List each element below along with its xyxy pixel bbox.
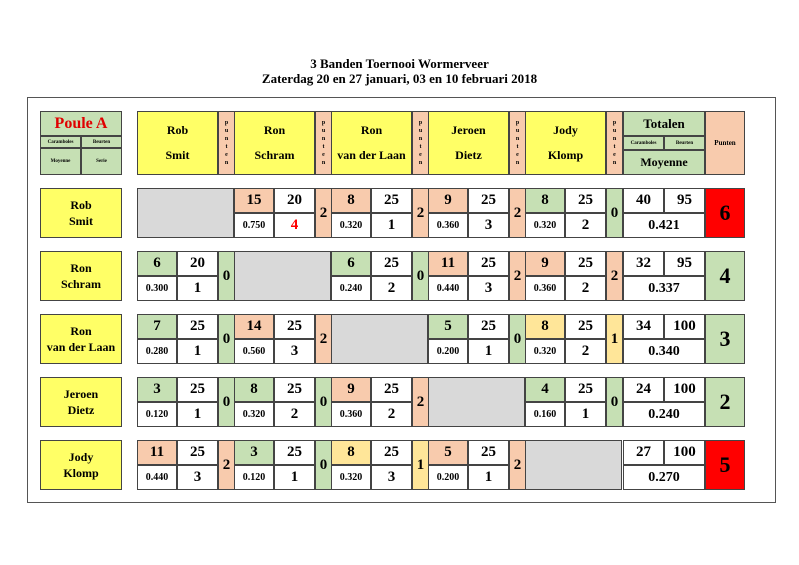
- empty-cell: [428, 377, 525, 427]
- game-punten: 0: [315, 440, 332, 490]
- game-serie: 1: [371, 213, 412, 238]
- header-punten-vertical: p u n t e n: [218, 111, 235, 175]
- game-caramboles: 9: [331, 377, 371, 402]
- game-beurten: 25: [565, 377, 606, 402]
- game-beurten: 25: [371, 377, 412, 402]
- total-moyenne: 0.421: [623, 213, 705, 238]
- total-moyenne: 0.340: [623, 339, 705, 364]
- header-caramboles: Caramboles: [623, 136, 664, 150]
- header-player-first: Jeroen: [451, 123, 486, 137]
- total-punten: 5: [705, 440, 745, 490]
- game-punten: 0: [218, 251, 235, 301]
- game-punten: 2: [218, 440, 235, 490]
- header-player-0: [137, 111, 218, 175]
- game-moyenne: 0.360: [331, 402, 371, 427]
- game-serie: 2: [371, 402, 412, 427]
- game-caramboles: 4: [525, 377, 565, 402]
- game-punten: 0: [509, 314, 526, 364]
- game-caramboles: 6: [137, 251, 177, 276]
- row-player-last: Klomp: [63, 466, 99, 480]
- game-serie: 2: [371, 276, 412, 301]
- game-moyenne: 0.440: [428, 276, 468, 301]
- row-player-name: [40, 251, 122, 301]
- total-caramboles: 40: [623, 188, 664, 213]
- game-serie: 1: [274, 465, 315, 490]
- total-beurten: 95: [664, 188, 705, 213]
- game-punten: 0: [218, 377, 235, 427]
- game-beurten: 25: [371, 440, 412, 465]
- game-moyenne: 0.320: [525, 339, 565, 364]
- game-caramboles: 11: [428, 251, 468, 276]
- game-punten: 2: [412, 377, 429, 427]
- header-player-4: [525, 111, 606, 175]
- header-player-last: van der Laan: [337, 148, 406, 162]
- header-punten-vertical: p u n t e n: [509, 111, 526, 175]
- game-punten: 0: [412, 251, 429, 301]
- game-beurten: 25: [274, 314, 315, 339]
- total-caramboles: 27: [623, 440, 664, 465]
- game-caramboles: 8: [331, 188, 371, 213]
- row-player-first: Jody: [68, 450, 94, 464]
- row-player-last: Dietz: [67, 403, 95, 417]
- game-beurten: 25: [371, 188, 412, 213]
- legend-moyenne: Moyenne: [40, 148, 81, 175]
- game-caramboles: 15: [234, 188, 274, 213]
- game-punten: 1: [412, 440, 429, 490]
- header-player-last: Smit: [165, 148, 190, 162]
- game-serie: 3: [274, 339, 315, 364]
- game-caramboles: 11: [137, 440, 177, 465]
- game-moyenne: 0.320: [331, 465, 371, 490]
- game-serie: 1: [565, 402, 606, 427]
- game-moyenne: 0.360: [525, 276, 565, 301]
- game-moyenne: 0.440: [137, 465, 177, 490]
- game-caramboles: 8: [234, 377, 274, 402]
- total-caramboles: 32: [623, 251, 664, 276]
- game-serie: 2: [565, 339, 606, 364]
- game-caramboles: 5: [428, 440, 468, 465]
- game-serie: 3: [468, 213, 509, 238]
- game-beurten: 25: [274, 377, 315, 402]
- game-beurten: 25: [565, 314, 606, 339]
- row-player-first: Jeroen: [63, 387, 99, 401]
- total-moyenne: 0.270: [623, 465, 705, 490]
- empty-cell: [137, 188, 234, 238]
- game-serie: 2: [565, 276, 606, 301]
- game-serie: 3: [177, 465, 218, 490]
- game-moyenne: 0.300: [137, 276, 177, 301]
- game-moyenne: 0.320: [331, 213, 371, 238]
- legend-caramboles: Caramboles: [40, 136, 81, 148]
- empty-cell: [234, 251, 331, 301]
- poule-label: Poule A: [40, 111, 122, 136]
- game-beurten: 25: [468, 188, 509, 213]
- game-punten: 2: [315, 188, 332, 238]
- game-punten: 0: [218, 314, 235, 364]
- game-punten: 2: [509, 440, 526, 490]
- game-serie: 1: [468, 465, 509, 490]
- game-punten: 0: [606, 188, 623, 238]
- row-player-first: Rob: [70, 198, 92, 212]
- game-caramboles: 8: [331, 440, 371, 465]
- game-moyenne: 0.200: [428, 465, 468, 490]
- game-moyenne: 0.360: [428, 213, 468, 238]
- row-player-last: van der Laan: [46, 340, 116, 354]
- row-player-last: Smit: [69, 214, 93, 228]
- total-caramboles: 24: [623, 377, 664, 402]
- game-punten: 0: [606, 377, 623, 427]
- game-caramboles: 6: [331, 251, 371, 276]
- game-moyenne: 0.280: [137, 339, 177, 364]
- total-punten: 2: [705, 377, 745, 427]
- game-moyenne: 0.320: [525, 213, 565, 238]
- game-beurten: 25: [468, 314, 509, 339]
- game-punten: 2: [412, 188, 429, 238]
- row-player-first: Ron: [70, 261, 92, 275]
- game-caramboles: 14: [234, 314, 274, 339]
- game-punten: 2: [509, 188, 526, 238]
- game-caramboles: 9: [428, 188, 468, 213]
- game-beurten: 20: [177, 251, 218, 276]
- game-beurten: 25: [177, 314, 218, 339]
- game-caramboles: 7: [137, 314, 177, 339]
- game-serie: 2: [274, 402, 315, 427]
- game-serie: 1: [468, 339, 509, 364]
- total-caramboles: 34: [623, 314, 664, 339]
- game-beurten: 25: [371, 251, 412, 276]
- row-player-last: Schram: [61, 277, 101, 291]
- empty-cell: [525, 440, 622, 490]
- header-beurten: Beurten: [664, 136, 705, 150]
- game-beurten: 25: [468, 251, 509, 276]
- legend-serie: Serie: [81, 148, 122, 175]
- total-punten: 4: [705, 251, 745, 301]
- game-punten: 1: [606, 314, 623, 364]
- header-punten-vertical: p u n t e n: [412, 111, 429, 175]
- game-beurten: 25: [274, 440, 315, 465]
- total-moyenne: 0.337: [623, 276, 705, 301]
- row-player-name: [40, 440, 122, 490]
- game-beurten: 25: [177, 377, 218, 402]
- empty-cell: [331, 314, 428, 364]
- header-player-2: [331, 111, 412, 175]
- header-player-last: Klomp: [547, 148, 584, 162]
- total-punten: 3: [705, 314, 745, 364]
- header-player-first: Ron: [263, 123, 286, 137]
- header-totalen: Totalen: [623, 111, 705, 136]
- game-moyenne: 0.160: [525, 402, 565, 427]
- game-moyenne: 0.120: [137, 402, 177, 427]
- game-moyenne: 0.200: [428, 339, 468, 364]
- legend-beurten: Beurten: [81, 136, 122, 148]
- row-player-first: Ron: [70, 324, 92, 338]
- game-caramboles: 8: [525, 188, 565, 213]
- game-serie: 3: [468, 276, 509, 301]
- game-serie: 3: [371, 465, 412, 490]
- game-caramboles: 8: [525, 314, 565, 339]
- header-player-first: Rob: [166, 123, 189, 137]
- header-player-first: Ron: [360, 123, 383, 137]
- row-player-name: [40, 314, 122, 364]
- header-player-first: Jody: [553, 123, 578, 137]
- header-punten-vertical: p u n t e n: [606, 111, 623, 175]
- game-beurten: 25: [565, 188, 606, 213]
- header-moyenne: Moyenne: [623, 150, 705, 175]
- game-beurten: 25: [177, 440, 218, 465]
- total-beurten: 100: [664, 440, 705, 465]
- game-serie: 2: [565, 213, 606, 238]
- game-punten: 0: [315, 377, 332, 427]
- game-punten: 2: [606, 251, 623, 301]
- game-moyenne: 0.560: [234, 339, 274, 364]
- game-caramboles: 9: [525, 251, 565, 276]
- total-beurten: 95: [664, 251, 705, 276]
- total-punten: 6: [705, 188, 745, 238]
- game-serie: 4: [274, 213, 315, 238]
- header-player-last: Dietz: [455, 148, 482, 162]
- header-punten-vertical: p u n t e n: [315, 111, 332, 175]
- game-moyenne: 0.120: [234, 465, 274, 490]
- header-player-3: [428, 111, 509, 175]
- game-serie: 1: [177, 276, 218, 301]
- row-player-name: [40, 377, 122, 427]
- total-beurten: 100: [664, 377, 705, 402]
- game-caramboles: 5: [428, 314, 468, 339]
- game-caramboles: 3: [234, 440, 274, 465]
- game-punten: 2: [509, 251, 526, 301]
- tournament-dates: Zaterdag 20 en 27 januari, 03 en 10 februari 2018: [261, 71, 538, 86]
- game-beurten: 20: [274, 188, 315, 213]
- game-serie: 1: [177, 402, 218, 427]
- game-caramboles: 3: [137, 377, 177, 402]
- row-player-name: [40, 188, 122, 238]
- game-punten: 2: [315, 314, 332, 364]
- header-punten: Punten: [705, 111, 745, 175]
- game-beurten: 25: [468, 440, 509, 465]
- total-moyenne: 0.240: [623, 402, 705, 427]
- tournament-title: 3 Banden Toernooi Wormerveer: [310, 56, 489, 71]
- header-player-last: Schram: [254, 148, 295, 162]
- game-moyenne: 0.240: [331, 276, 371, 301]
- game-moyenne: 0.320: [234, 402, 274, 427]
- game-beurten: 25: [565, 251, 606, 276]
- header-player-1: [234, 111, 315, 175]
- game-serie: 1: [177, 339, 218, 364]
- game-moyenne: 0.750: [234, 213, 274, 238]
- total-beurten: 100: [664, 314, 705, 339]
